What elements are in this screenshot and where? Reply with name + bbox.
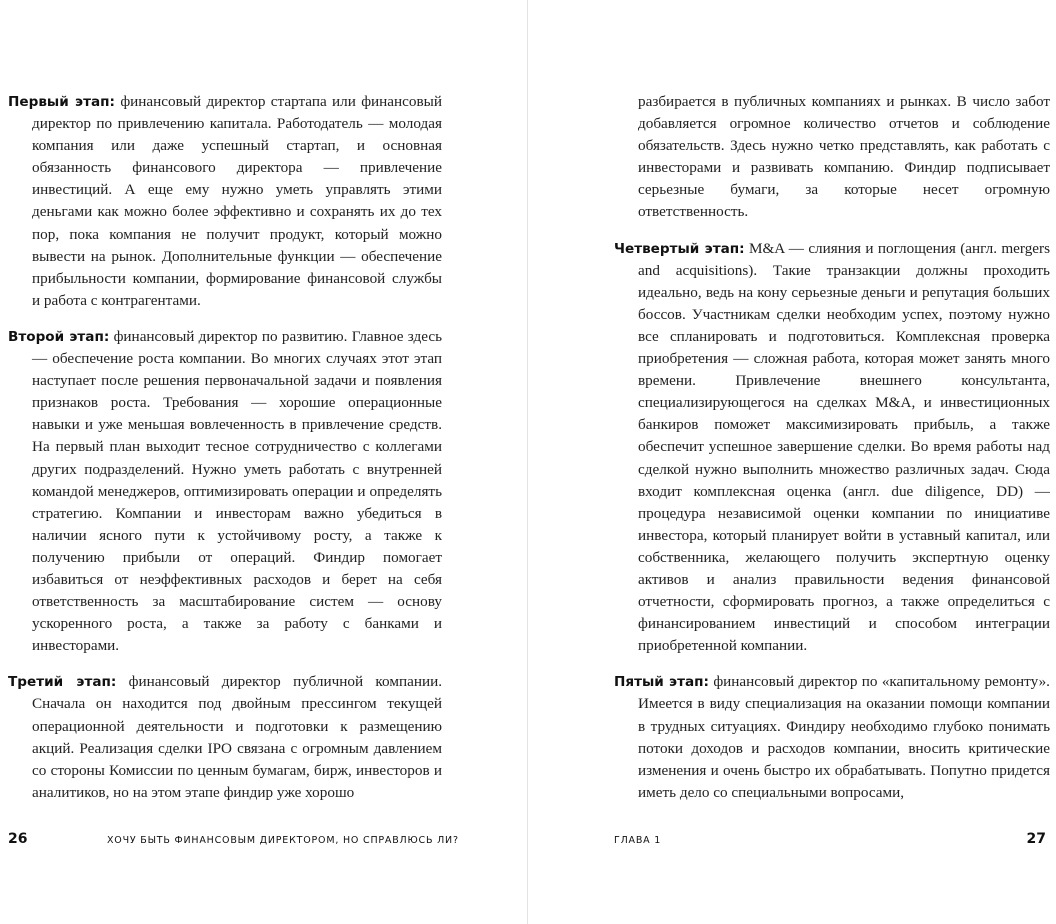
entry-stage-1: [8, 91, 442, 312]
right-running-head: ГЛАВА 1: [614, 835, 662, 846]
entry-paragraph: [614, 671, 1050, 804]
entry-term: Второй этап:: [8, 328, 110, 345]
right-page-body: [614, 91, 1050, 818]
entry-text: финансовый директор публичной компании. Сначала он находится под двойным прессингом текущей операционной деятельности и подготовки к размещению акций. Реализация сделки IPO связана с огромным давлением со стороны Комиссии по ценным бумагам, бирж, инвесторов и аналитиков, но на этом этапе финдир уже хорошо: [32, 673, 443, 801]
entry-term: Третий этап:: [8, 674, 117, 691]
entry-text: финансовый директор по развитию. Главное здесь — обеспечение роста компании. Во многих случаях этот этап наступает после решения первоначальной задачи и появления признаков роста. Требования — хорошие операционные навыки и уже меньшая вовлеченность в привлечение средств. На первый план выходит тесное сотрудничество с коллегами других подразделений. Нужно уметь работать с внутренней командой менеджеров, оптимизировать операции и определять стратегию. Компании и инвесторам важно убедиться в наличии ясного пути к устойчивому росту, а также к получению прибыли от операций. Финдир помогает избавиться от неэффективных расходов и берет на себя ответственность за масштабирование систем — основу ускоренного роста, а также за работу с банками и инвесторами.: [32, 327, 442, 655]
entry-paragraph: [614, 238, 1050, 658]
left-page-number: 26: [8, 831, 28, 847]
entry-text: M&A — слияния и поглощения (англ. mergers and acquisitions). Такие транзакции должны проходить идеально, ведь на кону серьезные деньги и репутация больших боссов. Участникам сделки необходим успех, поэтому нужно все спланировать и подготовиться. Комплексная проверка приобретения — сложная работа, которая может занять много времени. Привлечение внешнего консультанта, специализирующегося на сделках M&A, и инвестиционных банкиров поможет максимизировать прибыль, а также обеспечит успешное завершение сделки. Во время работы над сделкой нужно выполнить множество различных задач. Сюда входит комплексная оценка (англ. due diligence, DD) — процедура независимой оценки компании по инициативе инвестора, который планирует войти в уставный капитал, или собственника, желающего получить экспертную оценку активов и анализ правильности ведения финансовой отчетности, сформировать прогноз, а также определиться с финансированием инвестиций и способом интеграции приобретенной компании.: [638, 239, 1050, 655]
entry-continuation: [614, 91, 1050, 224]
entry-term: Первый этап:: [8, 94, 115, 110]
entry-stage-3: [8, 671, 442, 804]
entry-text: финансовый директор по «капитальному ремонту». Имеется в виду специализация на оказании помощи компании в трудных ситуациях. Финдиру необходимо глубоко понимать потоки доходов и расходов компании, вносить критические изменения и очень быстро их обрабатывать. Попутно придется иметь дело со специальными вопросами,: [638, 673, 1050, 801]
page-gutter: [527, 0, 528, 924]
left-page-body: [8, 91, 442, 818]
right-page-number: 27: [1026, 831, 1046, 847]
entry-stage-4: [614, 238, 1050, 658]
entry-text: финансовый директор стартапа или финансовый директор по привлечению капитала. Работодатель — молодая компания или даже успешный стартап, и основная обязанность финансового директора — привлечение инвестиций. А еще ему нужно уметь управлять этими деньгами как можно более эффективно и сохранять их до тех пор, пока компания не получит продукт, который можно вывести на рынок. Дополнительные функции — обеспечение прибыльности компании, формирование финансовой службы и работа с контрагентами.: [32, 93, 443, 309]
entry-paragraph: [8, 671, 442, 804]
entry-paragraph: [8, 91, 442, 312]
entry-stage-5: [614, 671, 1050, 804]
entry-term: Пятый этап:: [614, 674, 709, 691]
entry-term: Четвертый этап:: [614, 240, 745, 257]
continued-paragraph: разбирается в публичных компаниях и рынках. В число забот добавляется огромное количество отчетов и соблюдение обязательств. Здесь нужно четко представлять, как работать с инвесторами и развивать компанию. Финдир подписывает серьезные бумаги, за которые несет огромную ответственность.: [638, 93, 1050, 221]
entry-stage-2: [8, 326, 442, 657]
entry-paragraph: [8, 326, 442, 657]
left-running-head: ХОЧУ БЫТЬ ФИНАНСОВЫМ ДИРЕКТОРОМ, НО СПРАВЛЮСЬ ЛИ?: [107, 835, 459, 846]
